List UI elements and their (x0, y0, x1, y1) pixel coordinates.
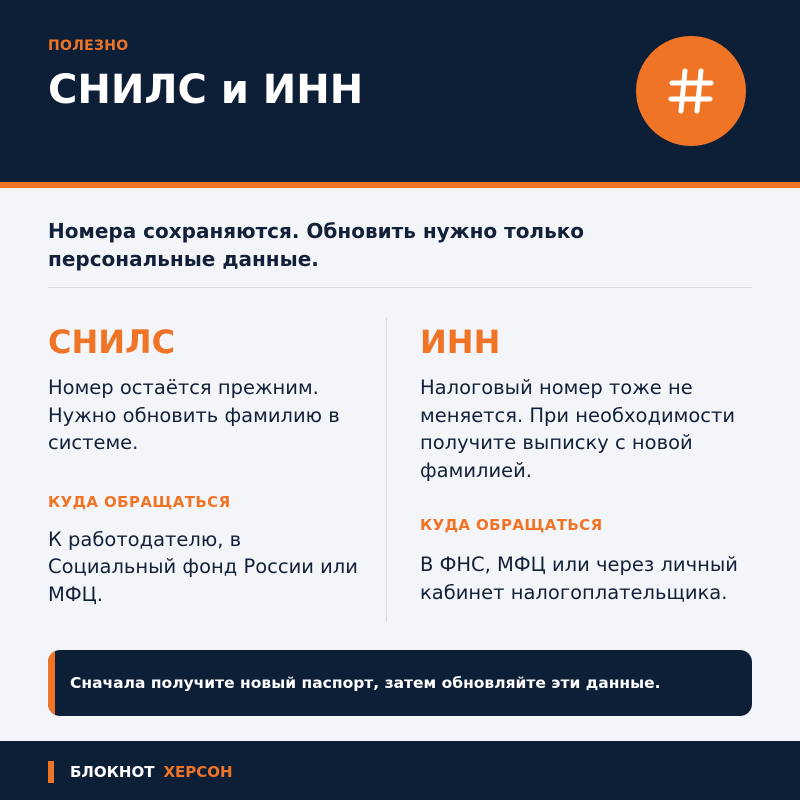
note-accent-bar (48, 650, 55, 716)
footer-accent-bar (48, 761, 54, 783)
footer (0, 741, 800, 800)
snils-column (48, 320, 368, 608)
header (0, 0, 800, 182)
brand-name: БЛОКНОТ (70, 763, 155, 781)
snils-description: Номер остаётся прежним. Нужно обновить фамилию в системе. (48, 376, 340, 454)
snils-title: СНИЛС (48, 323, 176, 361)
page-title: СНИЛС и ИНН (48, 67, 364, 113)
note-box (48, 650, 752, 716)
inn-column (420, 320, 760, 606)
snils-where-label: КУДА ОБРАЩАТЬСЯ (48, 492, 231, 511)
column-divider (386, 318, 387, 622)
divider (48, 287, 752, 288)
header-accent-bar (0, 182, 800, 188)
snils-where-text: К работодателю, в Социальный фонд России или МФЦ. (48, 527, 358, 606)
inn-where-text: В ФНС, МФЦ или через личный кабинет налогоплательщика. (420, 553, 738, 604)
lead-text: Номера сохраняются. Обновить нужно только персональные данные. (48, 219, 585, 271)
brand-city: ХЕРСОН (163, 763, 233, 781)
hash-badge (636, 36, 746, 146)
hash-icon (665, 65, 717, 117)
footer-brand (70, 761, 233, 783)
inn-description: Налоговый номер тоже не меняется. При необходимости получите выписку с новой фамилией. (420, 376, 736, 482)
inn-title: ИНН (420, 323, 501, 361)
kicker-label: ПОЛЕЗНО (48, 38, 129, 54)
inn-where-label: КУДА ОБРАЩАТЬСЯ (420, 516, 603, 534)
note-text: Сначала получите новый паспорт, затем обновляйте эти данные. (70, 674, 661, 692)
